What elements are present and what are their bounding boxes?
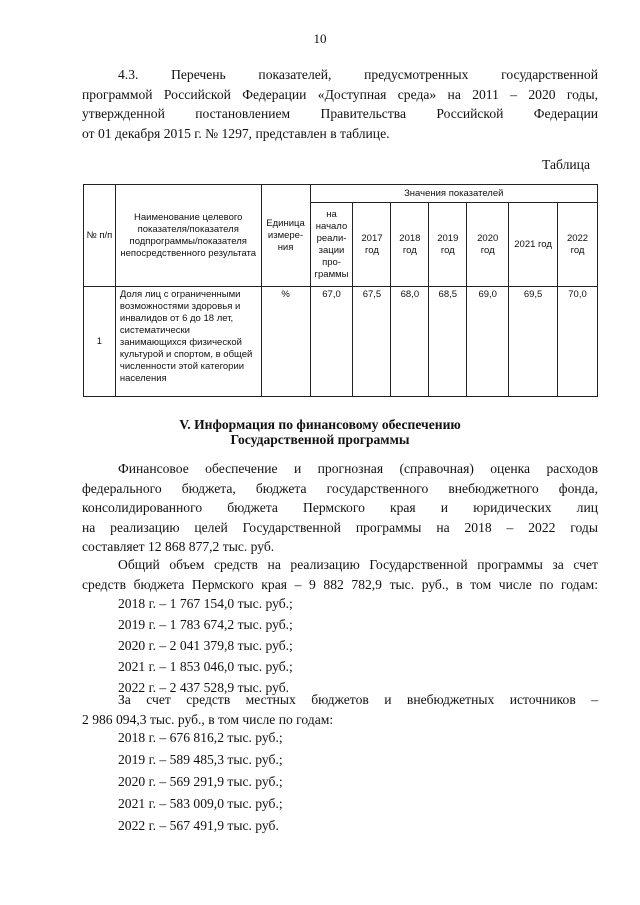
- cell-value: 70,0: [558, 287, 598, 397]
- header-year: 2017 год: [353, 203, 391, 287]
- table-row: [84, 287, 598, 397]
- cell-value: 69,0: [467, 287, 509, 397]
- indicators-table: [83, 184, 598, 397]
- section-title: [0, 417, 640, 447]
- header-values: Значения показателей: [310, 185, 597, 203]
- header-year: 2019 год: [429, 203, 467, 287]
- header-year: 2020 год: [467, 203, 509, 287]
- financing-line: Финансовое обеспечение и прогнозная (справочная) оценка расходов: [118, 461, 598, 476]
- intro-paragraph: [82, 65, 598, 143]
- cell-num: 1: [84, 287, 116, 397]
- local-year-line: 2021 г. – 583 009,0 тыс. руб.;: [118, 796, 283, 811]
- financing-line: на реализацию целей Государственной программы на 2018 – 2022 годы: [82, 519, 598, 535]
- local-year-line: 2022 г. – 567 491,9 тыс. руб.: [118, 818, 279, 833]
- local-year-line: 2018 г. – 676 816,2 тыс. руб.;: [118, 730, 283, 745]
- local-year-line: 2020 г. – 569 291,9 тыс. руб.;: [118, 774, 283, 789]
- local-year-line: 2019 г. – 589 485,3 тыс. руб.;: [118, 752, 283, 767]
- table-caption: Таблица: [542, 157, 590, 172]
- header-unit: Единица измере-ния: [261, 185, 310, 287]
- financing-paragraph: [82, 459, 598, 557]
- financing-line: федерального бюджета, бюджета государственного внебюджетного фонда,: [82, 480, 598, 496]
- cell-value: 69,5: [509, 287, 558, 397]
- cell-unit: %: [261, 287, 310, 397]
- header-year: 2018 год: [391, 203, 429, 287]
- intro-line: программой Российской Федерации «Доступная среда» на 2011 – 2020 годы,: [82, 86, 598, 102]
- intro-line: утвержденной постановлением Правительства Российской Федерации: [82, 106, 598, 121]
- regional-year-line: 2022 г. – 2 437 528,9 тыс. руб.: [118, 680, 290, 695]
- header-year: 2021 год: [509, 203, 558, 287]
- regional-year-line: 2020 г. – 2 041 379,8 тыс. руб.;: [118, 638, 293, 653]
- section-title-line: Государственной программы: [230, 432, 410, 447]
- regional-budget-paragraph: [82, 555, 598, 594]
- regional-year-line: 2021 г. – 1 853 046,0 тыс. руб.;: [118, 659, 293, 674]
- header-name: Наименование целевого показателя/показателя подпрограммы/показателя непосредственного результата: [115, 185, 261, 287]
- intro-line: 4.3. Перечень показателей, предусмотренных государственной: [118, 67, 598, 82]
- cell-start: 67,0: [310, 287, 353, 397]
- regional-line: Общий объем средств на реализацию Государственной программы за счет: [118, 557, 598, 572]
- cell-value: 67,5: [353, 287, 391, 397]
- cell-value: 68,5: [429, 287, 467, 397]
- regional-year-line: 2019 г. – 1 783 674,2 тыс. руб.;: [118, 617, 293, 632]
- local-budget-paragraph: [82, 690, 598, 729]
- regional-year-line: 2018 г. – 1 767 154,0 тыс. руб.;: [118, 596, 293, 611]
- cell-name: Доля лиц с ограниченными возможностями здоровья и инвалидов от 6 до 18 лет, систематически занимающихся физической культурой и спортом, в общей численности этой категории населения: [115, 287, 261, 397]
- header-start: на начало реали-зации про-граммы: [310, 203, 353, 287]
- local-line: За счет средств местных бюджетов и внебюджетных источников –: [118, 692, 598, 707]
- regional-line: средств бюджета Пермского края – 9 882 782,9 тыс. руб., в том числе по годам:: [82, 576, 598, 592]
- cell-value: 68,0: [391, 287, 429, 397]
- intro-line: от 01 декабря 2015 г. № 1297, представлен в таблице.: [82, 125, 390, 141]
- financing-line: составляет 12 868 877,2 тыс. руб.: [82, 539, 275, 554]
- page-number: 10: [313, 31, 327, 46]
- header-num: № п/п: [84, 185, 116, 287]
- local-line: 2 986 094,3 тыс. руб., в том числе по годам:: [82, 711, 334, 727]
- financing-line: консолидированного бюджета Пермского края и юридических лиц: [82, 500, 598, 515]
- section-title-line: V. Информация по финансовому обеспечению: [179, 417, 461, 432]
- header-year: 2022 год: [558, 203, 598, 287]
